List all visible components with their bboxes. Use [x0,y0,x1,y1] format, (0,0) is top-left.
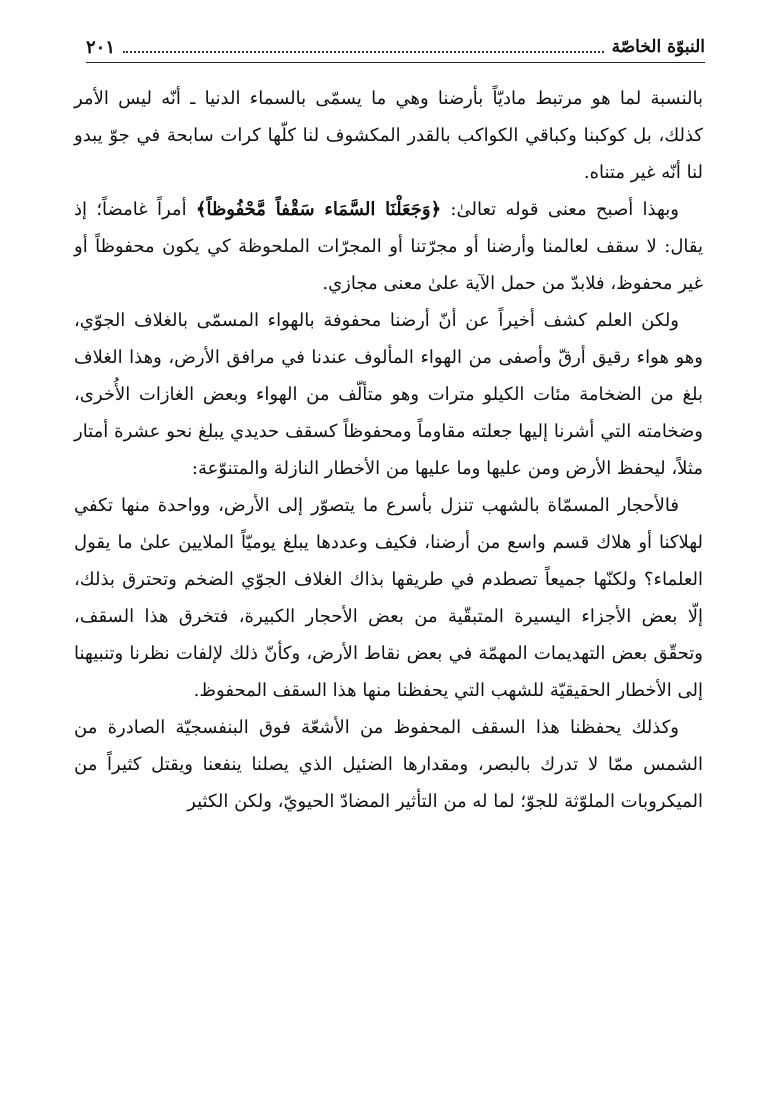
paragraph: فالأحجار المسمّاة بالشهب تنزل بأسرع ما يتصوّر إلى الأرض، وواحدة منها تكفي لهلاكنا أو هلاك قسم واسع من أرضنا، فكيف وعددها يبلغ يوميّاً الملايين علىٰ ما يقول العلماء؟ ولكنّها جميعاً تصطدم في طريقها بذاك الغلاف الجوّي الضخم وتحترق بذلك، إلّا بعض الأجزاء اليسيرة المتبقّية من بعض الأحجار الكبيرة، فتخرق هذا السقف، وتحقّق بعض التهديمات المهمّة في بعض نقاط الأرض، وكأنّ ذلك لإلفات نظرنا وتنبيهنا إلى الأخطار الحقيقيّة للشهب التي يحفظنا منها هذا السقف المحفوظ. [74,495,703,701]
page-number: ٢٠١ [86,36,116,58]
paragraph: وكذلك يحفظنا هذا السقف المحفوظ من الأشعّة فوق البنفسجيّة الصادرة من الشمس ممّا لا تدرك بالبصر، ومقدارها الضئيل الذي يصلنا ينفعنا ويقتل كثيراً من الميكروبات الملوّثة للجوّ؛ لما له من التأثير المضادّ الحيويّ، ولكن الكثير [74,717,703,812]
running-title: النبوّة الخاصّة [611,37,705,57]
page-header [86,32,705,63]
paragraph [74,191,703,302]
paragraph-lead: وبهذا أصبح معنى قوله تعالىٰ: [441,199,679,220]
quran-verse: ﴿وَجَعَلْنَا السَّمَاء سَقْفاً مَّحْفُوظاً﴾ [195,199,442,220]
dotted-leader [123,41,604,53]
paragraph: بالنسبة لما هو مرتبط ماديّاً بأرضنا وهي ما يسمّى بالسماء الدنيا ـ أنّه ليس الأمر كذلك، بل كوكبنا وكباقي الكواكب بالقدر المكشوف لنا كلّها كرات سابحة في جوّ يبدو لنا أنّه غير متناه. [74,88,703,183]
paragraph-rest: أمراً غامضاً؛ إذ يقال: لا سقف لعالمنا وأرضنا أو مجرّتنا أو المجرّات الملحوظة كي يكون محفوظاً أو غير محفوظ، فلابدّ من حمل الآية علىٰ معنى مجازي. [74,199,703,294]
body-text [74,80,703,820]
paragraph: ولكن العلم كشف أخيراً عن أنّ أرضنا محفوفة بالهواء المسمّى بالغلاف الجوّي، وهو هواء رقيق أرقّ وأصفى من الهواء المألوف عندنا في مرافق الأرض، وهذا الغلاف بلغ من الضخامة مئات الكيلو مترات وهو متألّف من الهواء وبعض الغازات الأُخرى، وضخامته التي أشرنا إليها جعلته مقاوماً ومحفوظاً كسقف حديدي يبلغ نحو عشرة أمتار مثلاً، ليحفظ الأرض ومن عليها وما عليها من الأخطار النازلة والمتنوّعة: [74,310,703,479]
